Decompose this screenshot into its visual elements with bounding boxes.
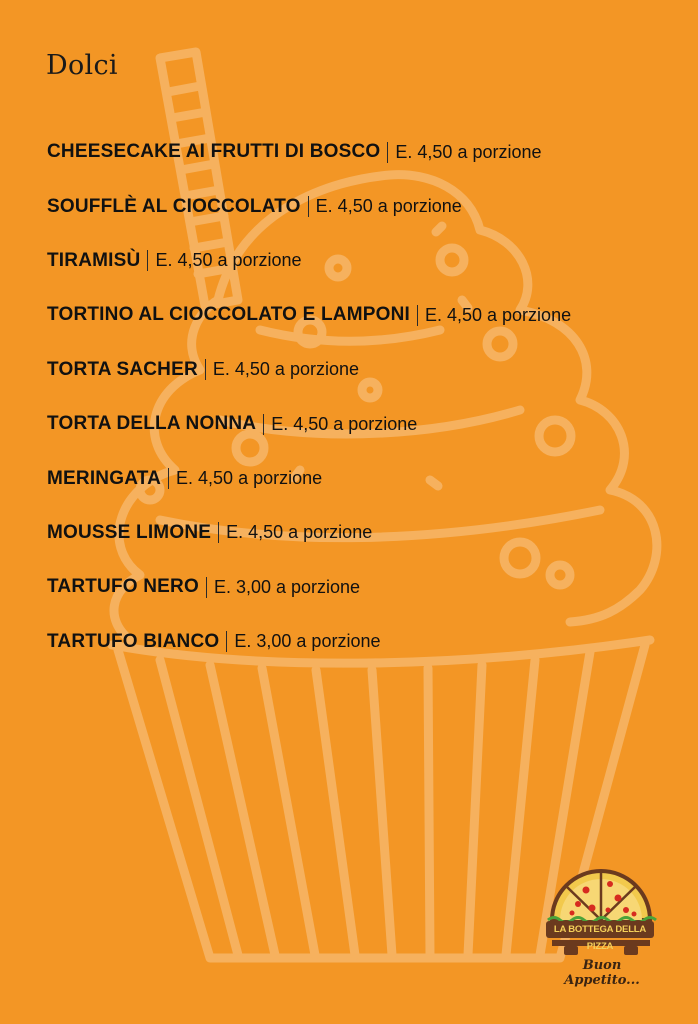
menu-item-price: E. 4,50 a porzione: [212, 359, 359, 380]
menu-item-name: MERINGATA: [47, 467, 162, 489]
separator: [206, 577, 207, 598]
slogan: Buon Appetito...: [564, 958, 640, 988]
menu-item-price: E. 4,50 a porzione: [176, 468, 323, 489]
separator: [417, 305, 418, 326]
menu-item: [47, 506, 571, 560]
menu-item-price: E. 4,50 a porzione: [226, 522, 373, 543]
menu-item: [47, 451, 571, 505]
logo-text: LA BOTTEGA DELLA PIZZA: [546, 921, 654, 938]
separator: [168, 468, 169, 489]
menu-item-price: E. 3,00 a porzione: [234, 631, 381, 652]
menu-item-name: CHEESECAKE AI FRUTTI DI BOSCO: [47, 141, 381, 163]
menu-item-name: SOUFFLÈ AL CIOCCOLATO: [47, 195, 301, 217]
separator: [147, 250, 148, 271]
menu-item-price: E. 4,50 a porzione: [315, 196, 462, 217]
menu-item: [47, 234, 571, 288]
separator: [263, 414, 264, 435]
separator: [387, 142, 388, 163]
menu-item: [47, 179, 571, 233]
menu-item-name: TARTUFO NERO: [47, 576, 199, 598]
menu-item-price: E. 3,00 a porzione: [213, 576, 361, 597]
menu-item: [47, 288, 571, 342]
menu-item-name: MOUSSE LIMONE: [47, 521, 212, 543]
menu-item-name: TORTINO AL CIOCCOLATO E LAMPONI: [47, 304, 410, 326]
page-title: Dolci: [46, 50, 118, 81]
separator: [218, 522, 219, 543]
menu-item-price: E. 4,50 a porzione: [155, 250, 302, 271]
separator: [226, 631, 227, 652]
menu-item-name: TARTUFO BIANCO: [47, 630, 220, 652]
menu-item: [47, 343, 571, 397]
menu-item: [47, 397, 571, 451]
separator: [205, 359, 206, 380]
menu-item: [47, 615, 571, 669]
menu-item-name: TORTA SACHER: [47, 358, 198, 380]
menu-item-price: E. 4,50 a porzione: [271, 413, 418, 434]
menu-item: [47, 560, 571, 614]
menu-item-price: E. 4,50 a porzione: [424, 304, 572, 325]
menu-item-name: TIRAMISÙ: [47, 249, 141, 271]
separator: [308, 196, 309, 217]
menu-item-price: E. 4,50 a porzione: [395, 141, 542, 162]
menu-item-name: TORTA DELLA NONNA: [47, 413, 257, 435]
menu-item: [47, 125, 571, 179]
dessert-menu-list: [47, 125, 571, 669]
